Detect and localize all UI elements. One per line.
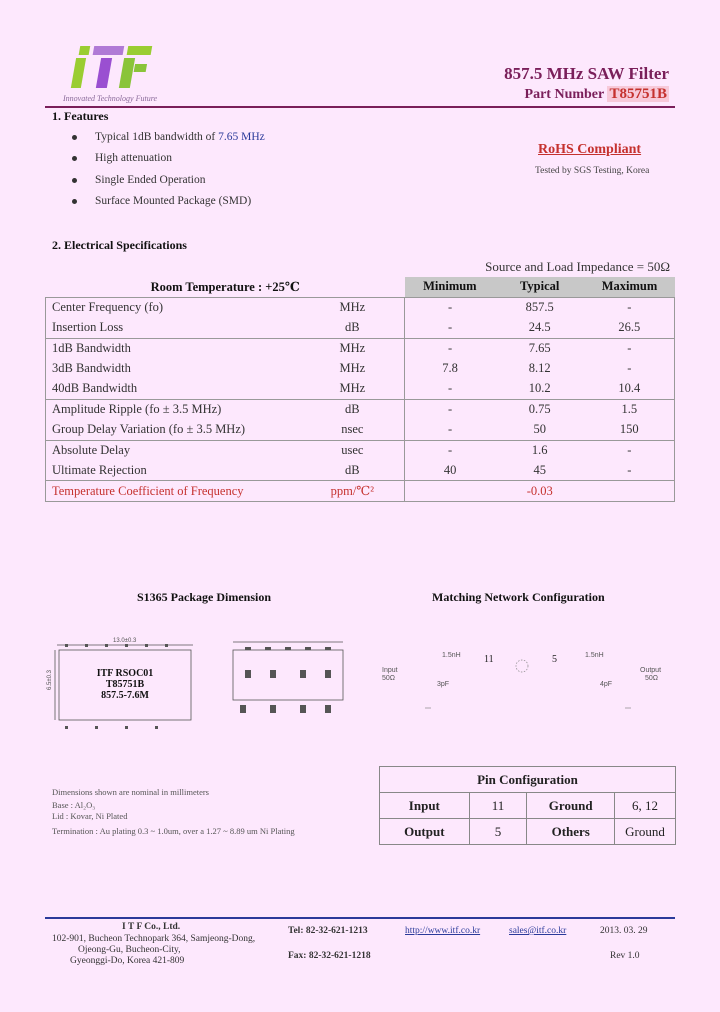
match-l-out: 1.5nH [585,652,604,659]
spec-typical: 10.2 [495,379,585,399]
spec-typical: 1.6 [495,440,585,460]
spec-typical: 7.65 [495,338,585,358]
spec-param: 1dB Bandwidth [46,338,301,358]
spec-param: Center Frequency (fo) [46,297,301,317]
spec-unit: MHz [300,379,405,399]
spec-param: 3dB Bandwidth [46,359,301,379]
spec-param: Ultimate Rejection [46,461,301,481]
spec-min: 40 [405,461,495,481]
spec-row [46,297,675,317]
match-input-z: 50Ω [382,675,396,682]
col-minimum: Minimum [405,277,495,297]
spec-max: - [585,359,675,379]
bullet-icon [72,135,77,140]
col-maximum: Maximum [585,277,675,297]
spec-param: Temperature Coefficient of Frequency [46,481,301,501]
header-divider [45,106,675,108]
address-line: Gyeonggi-Do, Korea 421-809 [70,956,185,966]
match-pin-in: 11 [484,654,494,665]
spec-row [46,420,675,440]
spec-unit: nsec [300,420,405,440]
spec-param: Amplitude Ripple (fo ± 3.5 MHz) [46,399,301,419]
package-note: Base : Al₂O₃ [52,800,96,810]
package-note: Lid : Kovar, Ni Plated [52,811,128,821]
pin-title-row [380,767,676,793]
dim-side-label: 6.5±0.3 [47,670,53,690]
pin-key: Ground [527,793,615,819]
spec-max: - [585,297,675,317]
rohs-badge: RoHS Compliant [538,142,642,157]
spec-unit: MHz [300,297,405,317]
part-number-label: Part Number [524,87,604,102]
spec-unit: dB [300,318,405,338]
electrical-heading: 2. Electrical Specifications [52,238,187,252]
spec-min: - [405,338,495,358]
match-input-label: Input [382,667,398,674]
bullet-icon [72,156,77,161]
doc-date: 2013. 03. 29 [600,926,648,936]
pin-config-title: Pin Configuration [380,767,676,793]
marking-line-1: ITF RSOC01 [96,668,154,679]
match-pin-out: 5 [552,654,557,665]
marking-line-2: T85751B [105,679,145,690]
pin-row [380,819,676,845]
spec-unit: MHz [300,338,405,358]
spec-max: 150 [585,420,675,440]
pin-value: Ground [615,819,676,845]
match-c-out: 4pF [600,681,613,688]
package-note: Termination : Au plating 0.3 ~ 1.0um, over a 1.27 ~ 8.89 um Ni Plating [52,826,295,836]
condition-header: Room Temperature : +25℃ [150,279,300,294]
spec-unit: dB [300,461,405,481]
feature-item: Typical 1dB bandwidth of 7.65 MHz [72,131,265,143]
spec-max: - [585,461,675,481]
match-l-in: 1.5nH [442,652,461,659]
spec-param: Absolute Delay [46,440,301,460]
company-name: I T F Co., Ltd. [122,922,181,932]
package-note: Dimensions shown are nominal in millimeters [52,787,209,797]
spec-row [46,379,675,399]
footer-fax: Fax: 82-32-621-1218 [288,951,371,961]
pin-value: 6, 12 [615,793,676,819]
pin-key: Others [527,819,615,845]
spec-min: - [405,399,495,419]
spec-min: - [405,379,495,399]
pin-key: Output [380,819,470,845]
dim-top-label: 13.0±0.3 [113,638,137,644]
spec-param: Insertion Loss [46,318,301,338]
logo-tagline: Innovated Technology Future [63,94,158,103]
package-heading: S1365 Package Dimension [137,590,272,604]
footer-divider [45,917,675,919]
col-typical: Typical [495,277,585,297]
pin-key: Input [380,793,470,819]
spec-unit: dB [300,399,405,419]
footer-tel: Tel: 82-32-621-1213 [288,926,368,936]
pin-value: 5 [469,819,527,845]
address-line: Ojeong-Gu, Bucheon-City, [78,945,181,955]
matching-heading: Matching Network Configuration [432,590,605,604]
features-heading: 1. Features [52,109,109,123]
spec-max: - [585,440,675,460]
spec-unit: ppm/℃² [300,481,405,501]
email-link[interactable]: sales@itf.co.kr [509,926,567,936]
spec-typical: 857.5 [495,297,585,317]
spec-typical: 8.12 [528,361,551,376]
pin-row [380,793,676,819]
package-dimension-drawing [45,630,375,750]
spec-min: - [405,440,495,460]
spec-row [46,318,675,338]
match-output-z: 50Ω [645,675,659,682]
website-link[interactable]: http://www.itf.co.kr [405,926,481,936]
spec-unit: usec [300,440,405,460]
spec-max: 10.4 [585,379,675,399]
spec-row [46,399,675,419]
feature-item: Single Ended Operation [72,174,206,186]
matching-network-diagram [380,640,675,720]
spec-table [45,277,675,502]
spec-row [46,481,675,501]
spec-row [46,461,675,481]
impedance-note: Source and Load Impedance = 50Ω [485,259,670,274]
doc-revision: Rev 1.0 [610,951,640,961]
spec-typical: 24.5 [495,318,585,338]
spec-header-row [46,277,675,297]
bullet-icon [72,178,77,183]
feature-highlight: 7.65 MHz [218,131,265,143]
spec-max: 26.5 [585,318,675,338]
spec-max: 1.5 [585,399,675,419]
part-number-line [525,86,669,103]
part-number-value: T85751B [609,86,667,102]
address-line: 102-901, Bucheon Technopark 364, Samjeong-Dong, [52,934,256,944]
spec-min: 7.8 [442,361,458,376]
spec-row [46,338,675,358]
spec-min: - [405,420,495,440]
bullet-icon [72,199,77,204]
spec-row [46,359,675,379]
spec-param: 40dB Bandwidth [46,379,301,399]
pin-value: 11 [469,793,527,819]
feature-item: High attenuation [72,152,172,164]
spec-max: - [585,338,675,358]
page-title: 857.5 MHz SAW Filter [504,64,669,83]
spec-min: - [405,297,495,317]
match-c-in: 3pF [437,681,450,688]
spec-min: - [405,318,495,338]
spec-typical: 0.75 [495,399,585,419]
pin-config-table [379,766,676,845]
rohs-subtext: Tested by SGS Testing, Korea [535,166,650,176]
spec-unit: MHz [300,359,405,379]
spec-param: Group Delay Variation (fo ± 3.5 MHz) [46,420,301,440]
feature-item: Surface Mounted Package (SMD) [72,195,251,207]
marking-line-3: 857.5-7.6M [101,690,149,701]
spec-row [46,440,675,460]
match-output-label: Output [640,667,662,674]
spec-typical: 45 [495,461,585,481]
spec-typical: -0.03 [405,481,675,501]
spec-typical: 50 [495,420,585,440]
